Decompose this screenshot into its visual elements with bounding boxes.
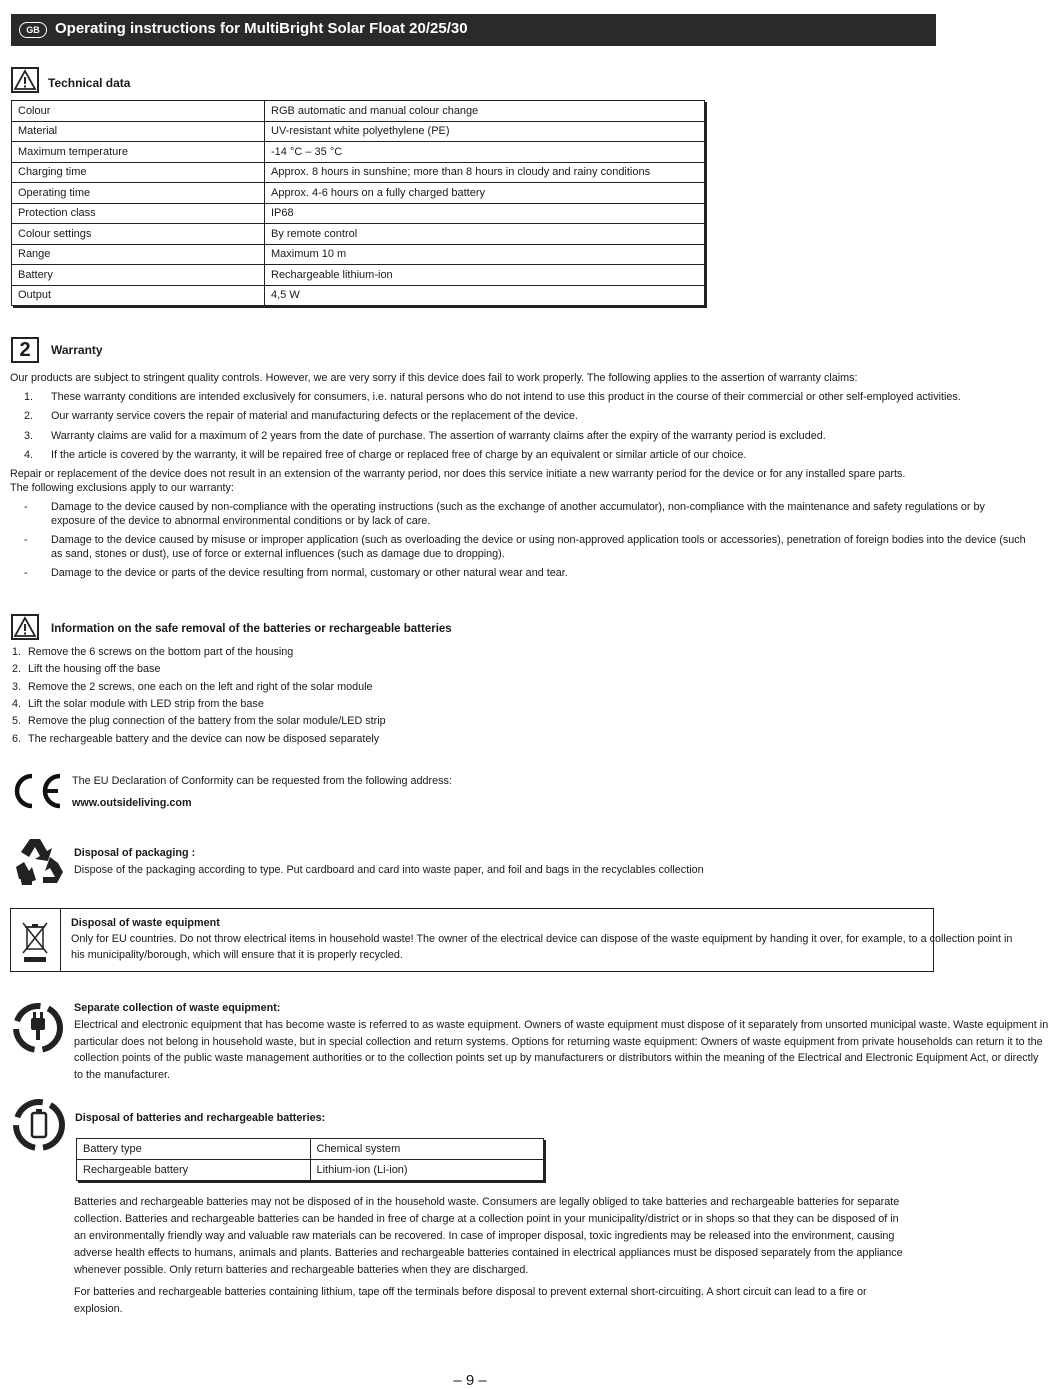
text-line: to the manufacturer. bbox=[74, 1069, 171, 1082]
warranty-exclusions-intro: The following exclusions apply to our warranty: bbox=[10, 482, 234, 494]
table-header-cell: Chemical system bbox=[310, 1139, 544, 1160]
table-row bbox=[12, 265, 705, 286]
step-item: Lift the housing off the base bbox=[28, 663, 161, 676]
table-cell-key: Protection class bbox=[12, 203, 265, 224]
list-item-number: 2. bbox=[24, 410, 34, 422]
list-item: Damage to the device caused by non-compliance with the operating instructions (such as the exchange of another accumulator), non-compliance with the maintenance and safety regulations or by bbox=[51, 501, 985, 513]
table-row bbox=[77, 1160, 544, 1181]
table-cell-key: Charging time bbox=[12, 162, 265, 183]
text-line: Electrical and electronic equipment that has become waste is referred to as waste equipment. Owners of waste equipment must dispose of it separately from unsorted municipal waste. Waste equipment in bbox=[74, 1019, 1048, 1031]
list-item: Warranty claims are valid for a maximum of 2 years from the date of purchase. The assertion of warranty claims after the expiry of the warranty period is excluded. bbox=[51, 430, 826, 442]
step-item: The rechargeable battery and the device can now be disposed separately bbox=[28, 732, 380, 745]
language-badge: GB bbox=[19, 22, 47, 38]
header-bar bbox=[11, 14, 936, 46]
table-row bbox=[12, 244, 705, 265]
warranty-intro: Our products are subject to stringent quality controls. However, we are very sorry if this device does fail to work properly. The following applies to the assertion of warranty claims: bbox=[10, 372, 858, 384]
step-number: 2. bbox=[12, 663, 22, 676]
table-cell-key: Operating time bbox=[12, 183, 265, 204]
text-line: collection points of the public waste management authorities or to the collection points set up by manufacturers or distributors within the meaning of the Electrical and Electronic Equipment Act, or directly bbox=[74, 1052, 1039, 1065]
list-item-dash: - bbox=[24, 534, 28, 546]
list-item: Damage to the device or parts of the device resulting from normal, customary or other natural wear and tear. bbox=[51, 567, 568, 579]
conformity-url[interactable]: www.outsideliving.com bbox=[72, 797, 192, 809]
recycle-icon bbox=[10, 833, 68, 896]
ce-mark-icon bbox=[10, 772, 64, 815]
battery-recycle-icon bbox=[8, 1094, 70, 1161]
waste-equipment-line1: Only for EU countries. Do not throw electrical items in household waste! The owner of the electrical device can dispose of the waste equipment by handing it over, for example, to a collection point in bbox=[71, 933, 1013, 945]
text-line: whenever possible. Only return batteries and rechargeable batteries when they are discharged. bbox=[74, 1264, 529, 1276]
list-item-number: 3. bbox=[24, 430, 34, 442]
text-line: particular does not belong in household waste, but in special collection and return systems. Options for returning waste equipment: Owners of waste equipment from private households can return it to the bbox=[74, 1035, 1043, 1048]
step-number: 3. bbox=[12, 680, 22, 693]
table-cell: Lithium-ion (Li-ion) bbox=[310, 1160, 544, 1181]
list-item: Our warranty service covers the repair of material and manufacturing defects or the replacement of the device. bbox=[51, 410, 578, 422]
divider bbox=[60, 909, 61, 971]
text-line: explosion. bbox=[74, 1303, 123, 1315]
waste-equipment-title: Disposal of waste equipment bbox=[71, 917, 220, 929]
page-number: – 9 – bbox=[453, 1372, 487, 1389]
waste-equipment-line2: his municipality/borough, which will ensure that it is properly recycled. bbox=[71, 949, 403, 961]
battery-type-table bbox=[76, 1138, 544, 1181]
conformity-text: The EU Declaration of Conformity can be requested from the following address: bbox=[72, 775, 452, 787]
table-cell-value: Approx. 4-6 hours on a fully charged battery bbox=[265, 183, 705, 204]
technical-data-table bbox=[11, 100, 705, 306]
text-line: adverse health effects to humans, animals and plants. Batteries and rechargeable batteries contained in electrical appliances must be disposed separately from the appliance bbox=[74, 1247, 903, 1259]
packaging-title: Disposal of packaging : bbox=[74, 847, 196, 859]
table-cell-value: By remote control bbox=[265, 224, 705, 245]
warning-icon bbox=[11, 614, 39, 640]
battery-disposal-title: Disposal of batteries and rechargeable batteries: bbox=[75, 1112, 326, 1124]
table-header-row bbox=[77, 1139, 544, 1160]
battery-removal-title: Information on the safe removal of the batteries or rechargeable batteries bbox=[51, 623, 452, 635]
section-number-badge: 2 bbox=[11, 337, 39, 363]
table-cell-key: Output bbox=[12, 285, 265, 306]
step-item: Lift the solar module with LED strip from the base bbox=[28, 697, 264, 710]
table-cell-key: Range bbox=[12, 244, 265, 265]
table-cell-key: Material bbox=[12, 121, 265, 142]
table-cell-key: Battery bbox=[12, 265, 265, 286]
separate-collection-title: Separate collection of waste equipment: bbox=[74, 1002, 281, 1014]
page-title: Operating instructions for MultiBright Solar Float 20/25/30 bbox=[55, 20, 468, 37]
list-item-continuation: exposure of the device to abnormal environmental conditions or by lack of care. bbox=[51, 515, 431, 527]
table-cell-value: RGB automatic and manual colour change bbox=[265, 101, 705, 122]
table-row bbox=[12, 121, 705, 142]
table-cell-value: Approx. 8 hours in sunshine; more than 8 hours in cloudy and rainy conditions bbox=[265, 162, 705, 183]
text-line: Batteries and rechargeable batteries may not be disposed of in the household waste. Consumers are legally obliged to take batteries and rechargeable batteries for separate bbox=[74, 1196, 900, 1208]
step-item: Remove the 2 screws, one each on the left and right of the solar module bbox=[28, 680, 373, 693]
table-row bbox=[12, 285, 705, 306]
crossed-bin-icon bbox=[20, 919, 50, 970]
table-cell-value: 4,5 W bbox=[265, 285, 705, 306]
list-item: Damage to the device caused by misuse or improper application (such as overloading the device or using non-approved application tools or accessories), penetration of foreign bodies into the device (such bbox=[51, 534, 1026, 546]
step-number: 5. bbox=[12, 715, 22, 728]
table-cell-key: Colour settings bbox=[12, 224, 265, 245]
table-row bbox=[12, 224, 705, 245]
list-item-number: 1. bbox=[24, 391, 34, 403]
electrical-recycle-icon bbox=[9, 998, 67, 1063]
text-line: For batteries and rechargeable batteries containing lithium, tape off the terminals before disposal to prevent external short-circuiting. A short circuit can lead to a fire or bbox=[74, 1286, 867, 1298]
table-row bbox=[12, 101, 705, 122]
warranty-repair-note: Repair or replacement of the device does not result in an extension of the warranty period, nor does this service initiate a new warranty period for the device or for any installed spare parts. bbox=[10, 468, 906, 480]
table-row bbox=[12, 203, 705, 224]
step-number: 4. bbox=[12, 697, 22, 710]
table-row bbox=[12, 142, 705, 163]
technical-data-title: Technical data bbox=[48, 76, 131, 90]
table-row bbox=[12, 162, 705, 183]
table-cell-key: Colour bbox=[12, 101, 265, 122]
step-number: 1. bbox=[12, 646, 22, 658]
warning-icon bbox=[11, 67, 39, 93]
step-number: 6. bbox=[12, 732, 22, 745]
text-line: an environmentally friendly way and valuable raw materials can be recovered. In case of improper disposal, toxic ingredients may be released into the environment, causing bbox=[74, 1230, 895, 1242]
table-cell-value: -14 °C – 35 °C bbox=[265, 142, 705, 163]
warranty-title: Warranty bbox=[51, 343, 103, 357]
table-header-cell: Battery type bbox=[77, 1139, 311, 1160]
table-cell-key: Maximum temperature bbox=[12, 142, 265, 163]
table-cell-value: IP68 bbox=[265, 203, 705, 224]
list-item: These warranty conditions are intended exclusively for consumers, i.e. natural persons who do not intend to use this product in the course of their commercial or other self-employed activities. bbox=[51, 391, 961, 403]
table-cell-value: Rechargeable lithium-ion bbox=[265, 265, 705, 286]
list-item-continuation: as sand, stones or dust), use of force or external influences (such as damage due to dropping). bbox=[51, 548, 505, 560]
packaging-text: Dispose of the packaging according to type. Put cardboard and card into waste paper, and foil and bags in the recyclables collection bbox=[74, 864, 704, 876]
list-item-dash: - bbox=[24, 567, 28, 579]
step-item: Remove the plug connection of the battery from the solar module/LED strip bbox=[28, 715, 386, 728]
list-item-number: 4. bbox=[24, 449, 34, 461]
list-item: If the article is covered by the warranty, it will be repaired free of charge or replaced free of charge by an equivalent or similar article of our choice. bbox=[51, 449, 747, 461]
text-line: collection. Batteries and rechargeable batteries can be handed in free of charge at a collection point in your municipality/district or in shops so that they can be disposed of in bbox=[74, 1213, 899, 1225]
table-row bbox=[12, 183, 705, 204]
table-cell: Rechargeable battery bbox=[77, 1160, 311, 1181]
table-cell-value: Maximum 10 m bbox=[265, 244, 705, 265]
list-item-dash: - bbox=[24, 501, 28, 513]
waste-equipment-box bbox=[10, 908, 1013, 972]
table-cell-value: UV-resistant white polyethylene (PE) bbox=[265, 121, 705, 142]
step-item: Remove the 6 screws on the bottom part of the housing bbox=[28, 646, 294, 658]
